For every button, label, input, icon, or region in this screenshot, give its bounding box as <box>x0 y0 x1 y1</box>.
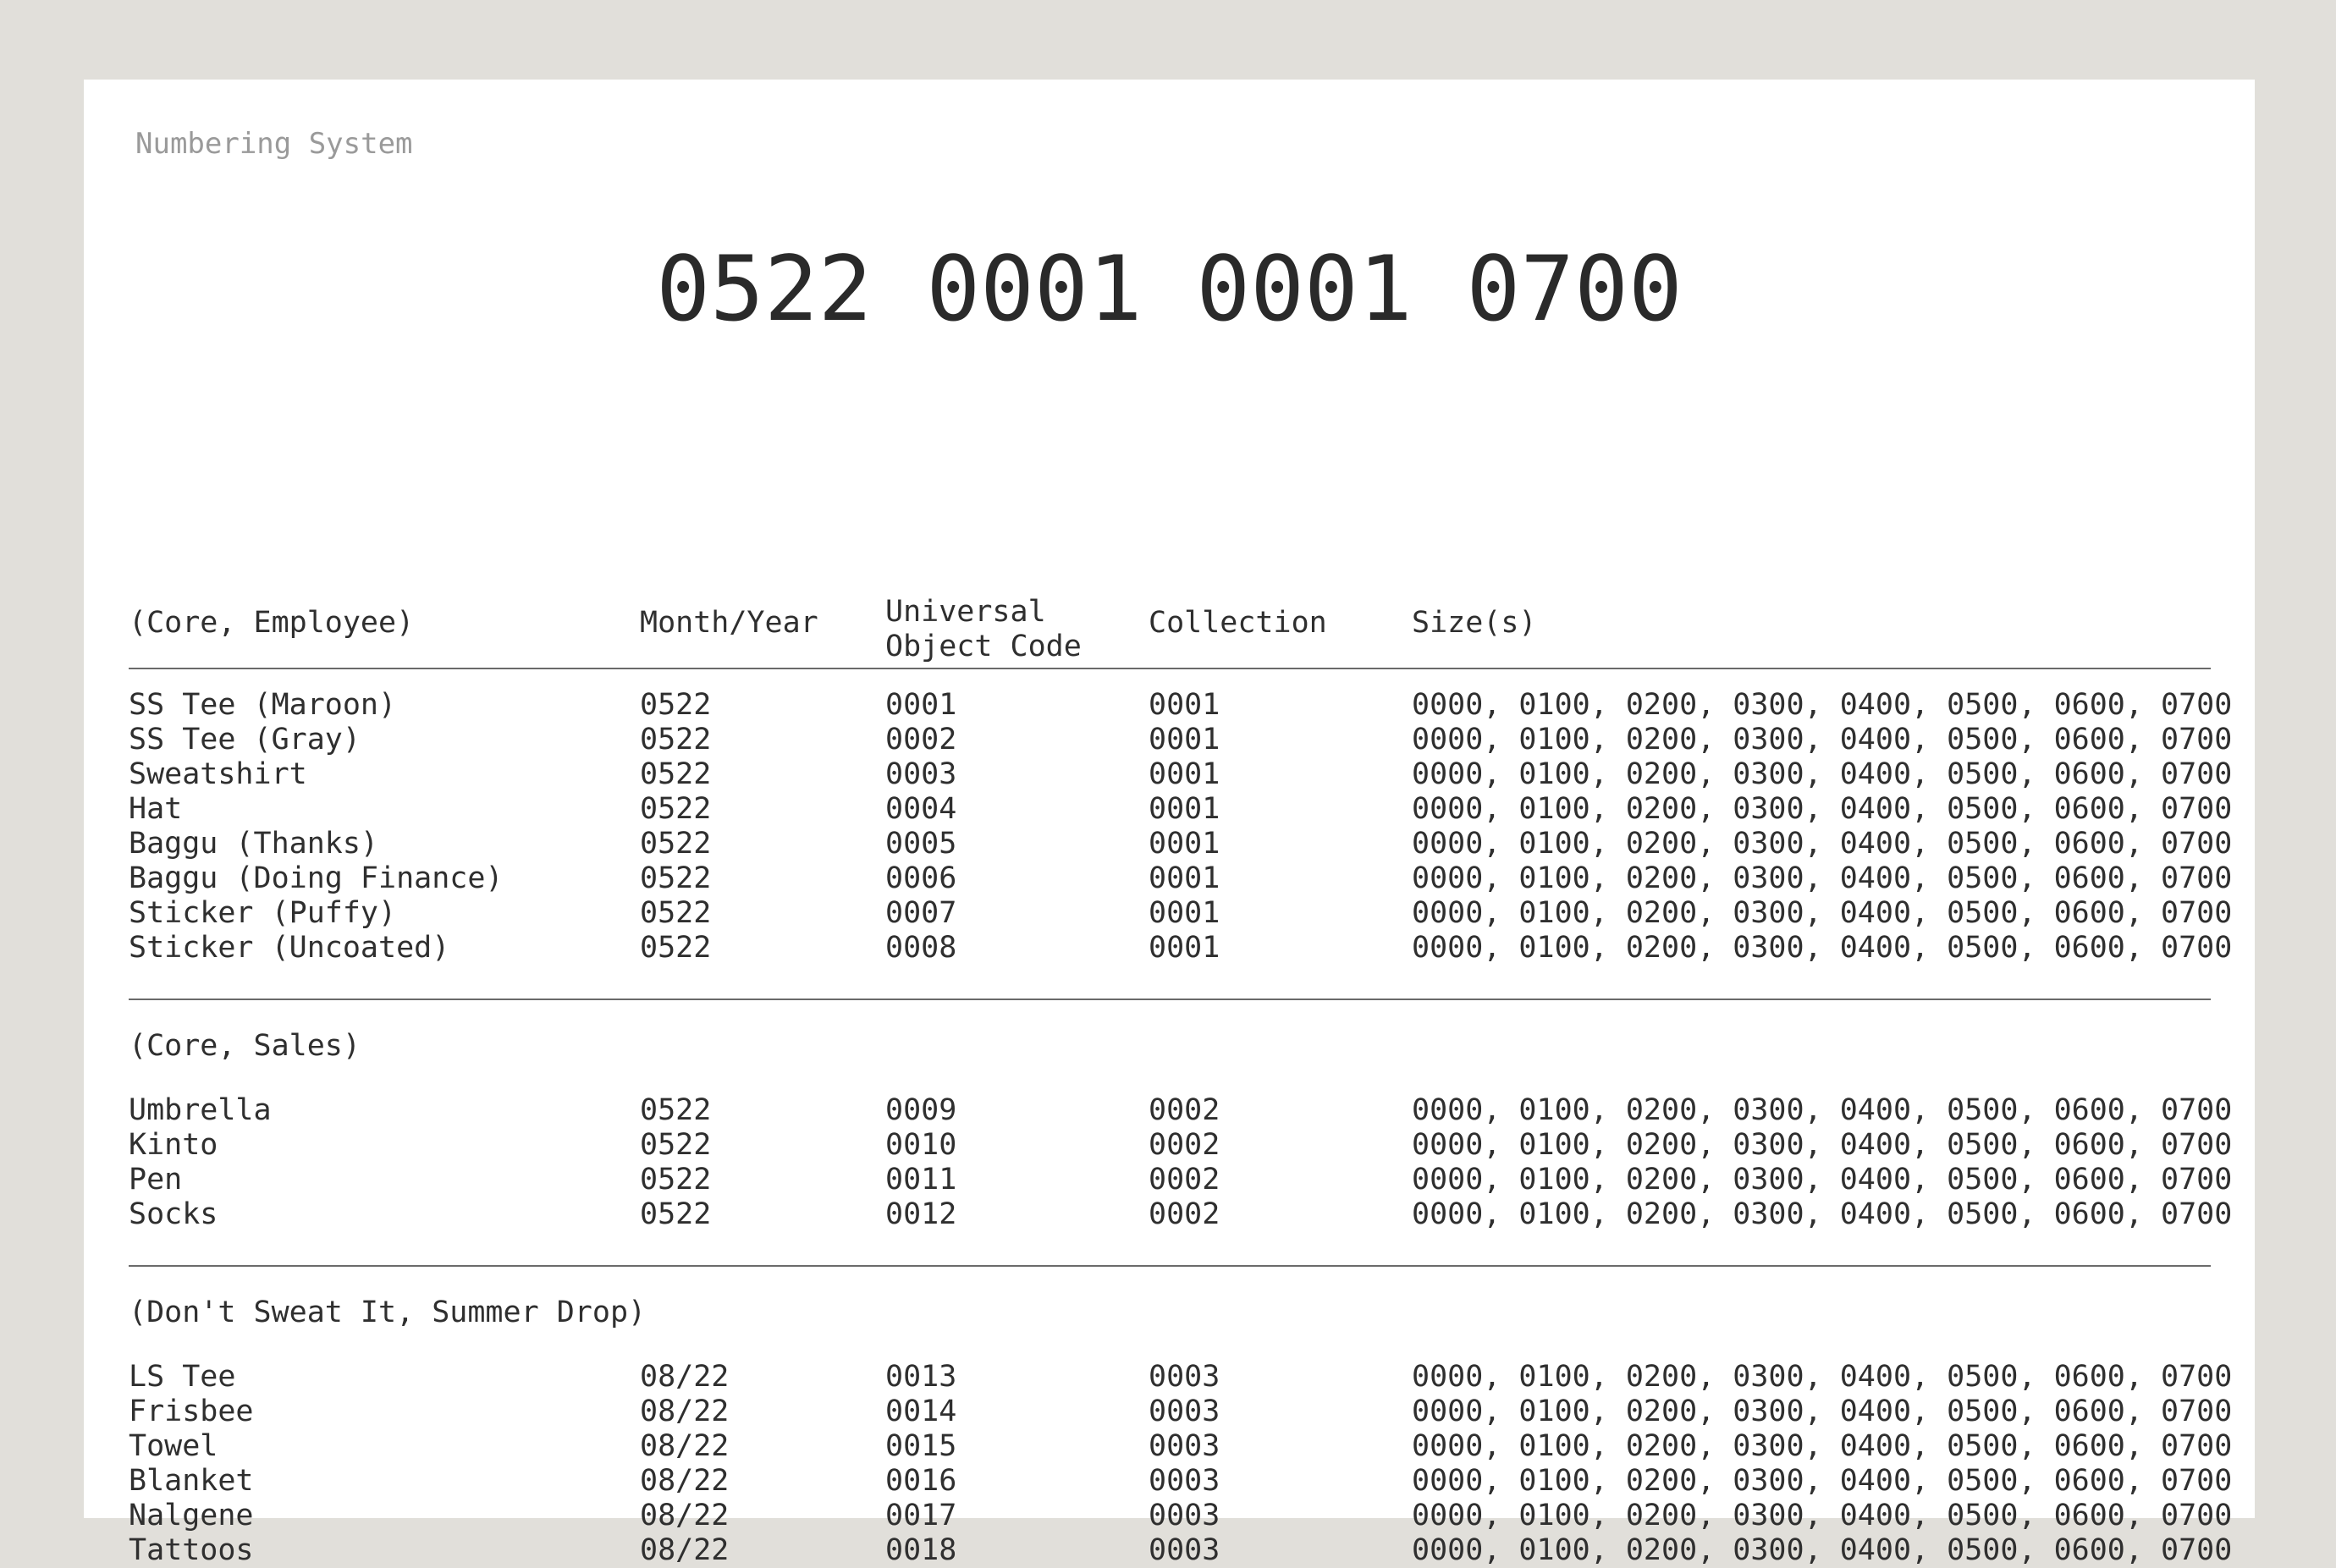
cell-item-name: SS Tee (Gray) <box>129 723 361 756</box>
cell-item-name: Sticker (Uncoated) <box>129 931 450 965</box>
cell-item-name: Nalgene <box>129 1499 254 1532</box>
cell-object-code: 0004 <box>885 792 957 826</box>
cell-sizes: 0000, 0100, 0200, 0300, 0400, 0500, 0600, 0700 <box>1412 827 2233 861</box>
cell-collection: 0003 <box>1149 1395 1220 1428</box>
group-title: (Don't Sweat It, Summer Drop) <box>129 1296 647 1329</box>
cell-month-year: 0522 <box>640 1128 712 1162</box>
cell-sizes: 0000, 0100, 0200, 0300, 0400, 0500, 0600, 0700 <box>1412 1360 2233 1394</box>
cell-object-code: 0003 <box>885 757 957 791</box>
table-row <box>129 827 2233 861</box>
header-month-year: Month/Year <box>640 606 818 640</box>
cell-month-year: 0522 <box>640 1093 712 1127</box>
header-object-code-line1: Universal <box>885 595 1046 629</box>
cell-collection: 0001 <box>1149 931 1220 965</box>
cell-collection: 0002 <box>1149 1197 1220 1231</box>
table-row <box>129 792 2233 827</box>
table-header <box>129 503 2211 668</box>
cell-month-year: 08/22 <box>640 1499 730 1532</box>
cell-object-code: 0005 <box>885 827 957 861</box>
cell-object-code: 0017 <box>885 1499 957 1532</box>
table-row <box>129 1464 2233 1499</box>
cell-sizes: 0000, 0100, 0200, 0300, 0400, 0500, 0600, 0700 <box>1412 896 2233 930</box>
header-object-code <box>885 595 1082 664</box>
cell-item-name: Hat <box>129 792 183 826</box>
cell-month-year: 0522 <box>640 931 712 965</box>
table-row <box>129 1395 2233 1429</box>
cell-collection: 0001 <box>1149 757 1220 791</box>
cell-month-year: 0522 <box>640 792 712 826</box>
cell-sizes: 0000, 0100, 0200, 0300, 0400, 0500, 0600, 0700 <box>1412 931 2233 965</box>
cell-item-name: Blanket <box>129 1464 254 1498</box>
cell-month-year: 08/22 <box>640 1395 730 1428</box>
cell-sizes: 0000, 0100, 0200, 0300, 0400, 0500, 0600, 0700 <box>1412 1128 2233 1162</box>
cell-sizes: 0000, 0100, 0200, 0300, 0400, 0500, 0600, 0700 <box>1412 1429 2233 1463</box>
cell-month-year: 0522 <box>640 688 712 722</box>
cell-month-year: 08/22 <box>640 1429 730 1463</box>
table-row <box>129 757 2233 792</box>
cell-collection: 0001 <box>1149 723 1220 756</box>
cell-object-code: 0001 <box>885 688 957 722</box>
cell-object-code: 0006 <box>885 861 957 895</box>
cell-sizes: 0000, 0100, 0200, 0300, 0400, 0500, 0600, 0700 <box>1412 723 2233 756</box>
cell-collection: 0003 <box>1149 1464 1220 1498</box>
document-sheet <box>84 80 2255 1567</box>
cell-sizes: 0000, 0100, 0200, 0300, 0400, 0500, 0600, 0700 <box>1412 1499 2233 1532</box>
header-group: (Core, Employee) <box>129 606 415 640</box>
cell-collection: 0002 <box>1149 1163 1220 1197</box>
cell-sizes: 0000, 0100, 0200, 0300, 0400, 0500, 0600, 0700 <box>1412 1464 2233 1498</box>
table-row <box>129 861 2233 896</box>
cell-collection: 0001 <box>1149 688 1220 722</box>
cell-object-code: 0010 <box>885 1128 957 1162</box>
cell-item-name: Socks <box>129 1197 218 1231</box>
cell-item-name: Umbrella <box>129 1093 272 1127</box>
cell-object-code: 0016 <box>885 1464 957 1498</box>
cell-object-code: 0007 <box>885 896 957 930</box>
cell-object-code: 0014 <box>885 1395 957 1428</box>
cell-item-name: Baggu (Doing Finance) <box>129 861 504 895</box>
cell-month-year: 08/22 <box>640 1533 730 1567</box>
group-title: (Core, Sales) <box>129 1029 361 1063</box>
cell-collection: 0003 <box>1149 1499 1220 1532</box>
header-collection: Collection <box>1149 606 1327 640</box>
cell-sizes: 0000, 0100, 0200, 0300, 0400, 0500, 0600, 0700 <box>1412 861 2233 895</box>
cell-sizes: 0000, 0100, 0200, 0300, 0400, 0500, 0600, 0700 <box>1412 1197 2233 1231</box>
cell-month-year: 0522 <box>640 827 712 861</box>
cell-item-name: Sweatshirt <box>129 757 307 791</box>
table-row <box>129 1499 2233 1533</box>
cell-collection: 0002 <box>1149 1128 1220 1162</box>
cell-sizes: 0000, 0100, 0200, 0300, 0400, 0500, 0600, 0700 <box>1412 1093 2233 1127</box>
group-divider <box>129 1265 2211 1267</box>
cell-item-name: Pen <box>129 1163 183 1197</box>
document-label: Numbering System <box>135 127 413 161</box>
cell-month-year: 0522 <box>640 723 712 756</box>
table-row <box>129 1128 2233 1163</box>
cell-object-code: 0012 <box>885 1197 957 1231</box>
cell-month-year: 0522 <box>640 757 712 791</box>
cell-collection: 0001 <box>1149 861 1220 895</box>
cell-item-name: Towel <box>129 1429 218 1463</box>
cell-object-code: 0018 <box>885 1533 957 1567</box>
cell-sizes: 0000, 0100, 0200, 0300, 0400, 0500, 0600, 0700 <box>1412 1533 2233 1567</box>
cell-collection: 0001 <box>1149 792 1220 826</box>
example-number: 0522 0001 0001 0700 <box>656 237 1683 341</box>
cell-item-name: Frisbee <box>129 1395 254 1428</box>
cell-sizes: 0000, 0100, 0200, 0300, 0400, 0500, 0600, 0700 <box>1412 757 2233 791</box>
cell-object-code: 0009 <box>885 1093 957 1127</box>
cell-month-year: 0522 <box>640 896 712 930</box>
numbering-table <box>129 503 2233 1568</box>
cell-object-code: 0011 <box>885 1163 957 1197</box>
cell-object-code: 0015 <box>885 1429 957 1463</box>
header-object-code-line2: Object Code <box>885 630 1082 663</box>
cell-item-name: Kinto <box>129 1128 218 1162</box>
cell-sizes: 0000, 0100, 0200, 0300, 0400, 0500, 0600, 0700 <box>1412 1163 2233 1197</box>
table-row <box>129 688 2233 723</box>
cell-object-code: 0002 <box>885 723 957 756</box>
cell-item-name: Tattoos <box>129 1533 254 1567</box>
cell-collection: 0001 <box>1149 827 1220 861</box>
header-divider <box>129 668 2211 669</box>
cell-collection: 0003 <box>1149 1360 1220 1394</box>
table-body <box>129 669 2233 1568</box>
cell-sizes: 0000, 0100, 0200, 0300, 0400, 0500, 0600, 0700 <box>1412 688 2233 722</box>
table-row <box>129 1093 2233 1128</box>
cell-collection: 0002 <box>1149 1093 1220 1127</box>
table-row <box>129 1163 2233 1197</box>
header-sizes: Size(s) <box>1412 606 1537 640</box>
table-row <box>129 896 2233 931</box>
cell-sizes: 0000, 0100, 0200, 0300, 0400, 0500, 0600, 0700 <box>1412 792 2233 826</box>
cell-month-year: 0522 <box>640 1163 712 1197</box>
cell-month-year: 08/22 <box>640 1464 730 1498</box>
cell-sizes: 0000, 0100, 0200, 0300, 0400, 0500, 0600, 0700 <box>1412 1395 2233 1428</box>
cell-month-year: 08/22 <box>640 1360 730 1394</box>
cell-item-name: LS Tee <box>129 1360 236 1394</box>
group-divider <box>129 999 2211 1000</box>
table-row <box>129 931 2233 966</box>
table-row <box>129 1429 2233 1464</box>
cell-object-code: 0013 <box>885 1360 957 1394</box>
table-row <box>129 1197 2233 1232</box>
table-row <box>129 723 2233 757</box>
cell-collection: 0003 <box>1149 1533 1220 1567</box>
cell-collection: 0003 <box>1149 1429 1220 1463</box>
table-row <box>129 1360 2233 1395</box>
cell-item-name: Baggu (Thanks) <box>129 827 379 861</box>
table-row <box>129 1533 2233 1568</box>
cell-collection: 0001 <box>1149 896 1220 930</box>
cell-month-year: 0522 <box>640 861 712 895</box>
cell-item-name: SS Tee (Maroon) <box>129 688 397 722</box>
cell-item-name: Sticker (Puffy) <box>129 896 397 930</box>
cell-object-code: 0008 <box>885 931 957 965</box>
cell-month-year: 0522 <box>640 1197 712 1231</box>
